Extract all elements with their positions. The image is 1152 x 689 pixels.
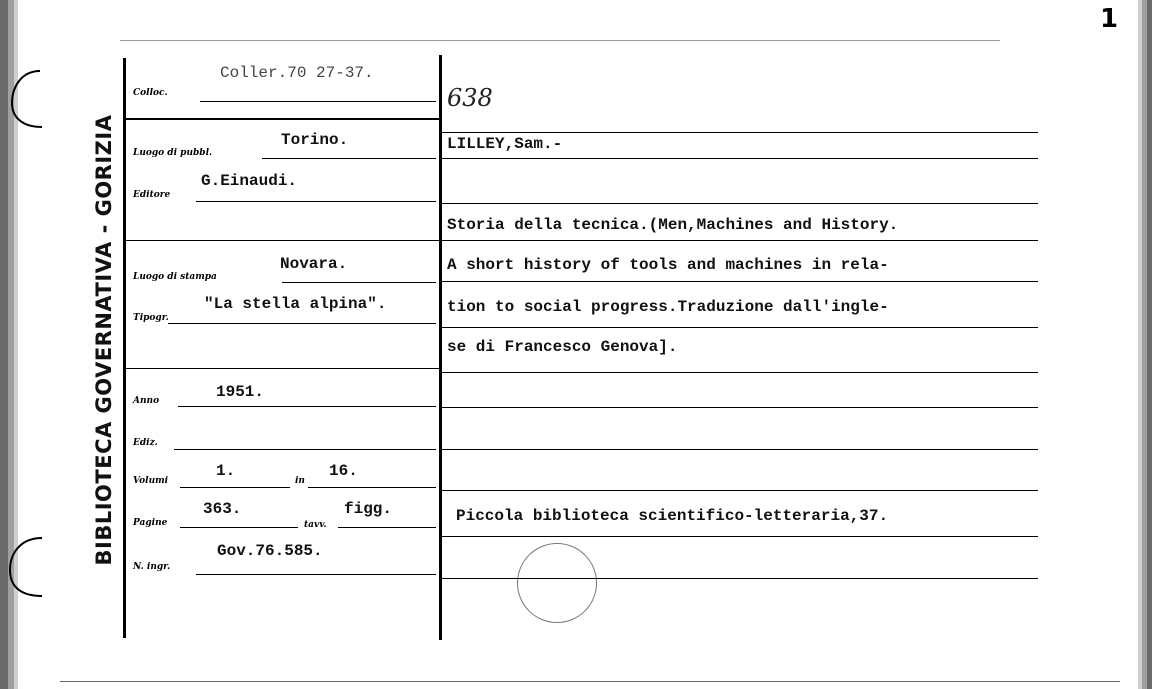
rule-section-1 (126, 118, 439, 120)
rule-right-7 (442, 372, 1038, 373)
volumi-value: 1. (216, 462, 236, 480)
punch-hole-top (0, 65, 60, 135)
luogo-pubbl-label: Luogo di pubbl. (133, 148, 213, 158)
middle-divider (439, 55, 442, 640)
description-line-1: Storia della tecnica.(Men,Machines and History. (447, 216, 899, 234)
description-line-2: A short history of tools and machines in rela- (447, 256, 889, 274)
rule-right-9 (442, 449, 1038, 450)
left-border (123, 58, 126, 638)
handwritten-number: 638 (447, 84, 493, 112)
rule-colloc (200, 101, 436, 102)
rule-luogo-stampa (282, 282, 436, 283)
rule-right-4 (442, 240, 1038, 241)
volumi-label: Volumi (133, 476, 169, 486)
rule-ediz (174, 449, 436, 450)
rule-right-1 (442, 132, 1038, 133)
format-value: 16. (329, 462, 358, 480)
n-ingr-value: Gov.76.585. (217, 542, 323, 560)
page-number: 1 (1100, 4, 1119, 34)
scan-edge-right (1122, 0, 1152, 689)
description-line-3: tion to social progress.Traduzione dall'ingle- (447, 298, 889, 316)
punch-hole-bottom (0, 530, 60, 605)
n-ingr-label: N. ingr. (133, 562, 171, 572)
tavv-label: tavv. (304, 520, 327, 530)
colloc-value: Coller.70 27-37. (220, 64, 374, 82)
author-heading: LILLEY,Sam.- (447, 135, 563, 153)
luogo-stampa-value: Novara. (280, 255, 348, 273)
rule-pagine (180, 527, 298, 528)
rule-right-5 (442, 281, 1038, 282)
rule-right-3 (442, 203, 1038, 204)
in-label: in (295, 476, 305, 486)
rule-right-10 (442, 490, 1038, 491)
rule-tavv (338, 527, 436, 528)
rule-right-8 (442, 407, 1038, 408)
rule-editore (196, 201, 436, 202)
description-line-4: se di Francesco Genova]. (447, 338, 678, 356)
editore-label: Editore (133, 190, 171, 200)
rule-luogo-pubbl (262, 158, 436, 159)
bottom-rule (60, 681, 1120, 682)
rule-n-ingr (196, 574, 436, 575)
tipogr-label: Tipogr. (133, 313, 169, 323)
series-statement: Piccola biblioteca scientifico-letteraria,37. (456, 507, 889, 525)
pagine-label: Pagine (133, 518, 168, 528)
colloc-label: Colloc. (133, 88, 168, 98)
figg-value: figg. (344, 500, 393, 518)
tipogr-value: "La stella alpina". (204, 295, 387, 313)
anno-label: Anno (133, 396, 160, 406)
library-stamp-title: BIBLIOTECA GOVERNATIVA - GORIZIA (92, 114, 116, 566)
rule-section-3 (126, 368, 439, 369)
editore-value: G.Einaudi. (201, 172, 298, 190)
rule-section-2 (126, 240, 439, 241)
circular-stamp (517, 543, 597, 623)
rule-volumi (180, 487, 290, 488)
ediz-label: Ediz. (133, 438, 158, 448)
rule-right-6 (442, 327, 1038, 328)
pagine-value: 363. (203, 500, 242, 518)
anno-value: 1951. (216, 383, 265, 401)
luogo-pubbl-value: Torino. (281, 131, 349, 149)
luogo-stampa-label: Luogo di stampa (133, 272, 217, 282)
top-rule (120, 40, 1000, 41)
rule-right-11 (442, 536, 1038, 537)
rule-tipogr (168, 323, 436, 324)
rule-in (308, 487, 436, 488)
rule-right-2 (442, 158, 1038, 159)
rule-anno (178, 406, 436, 407)
